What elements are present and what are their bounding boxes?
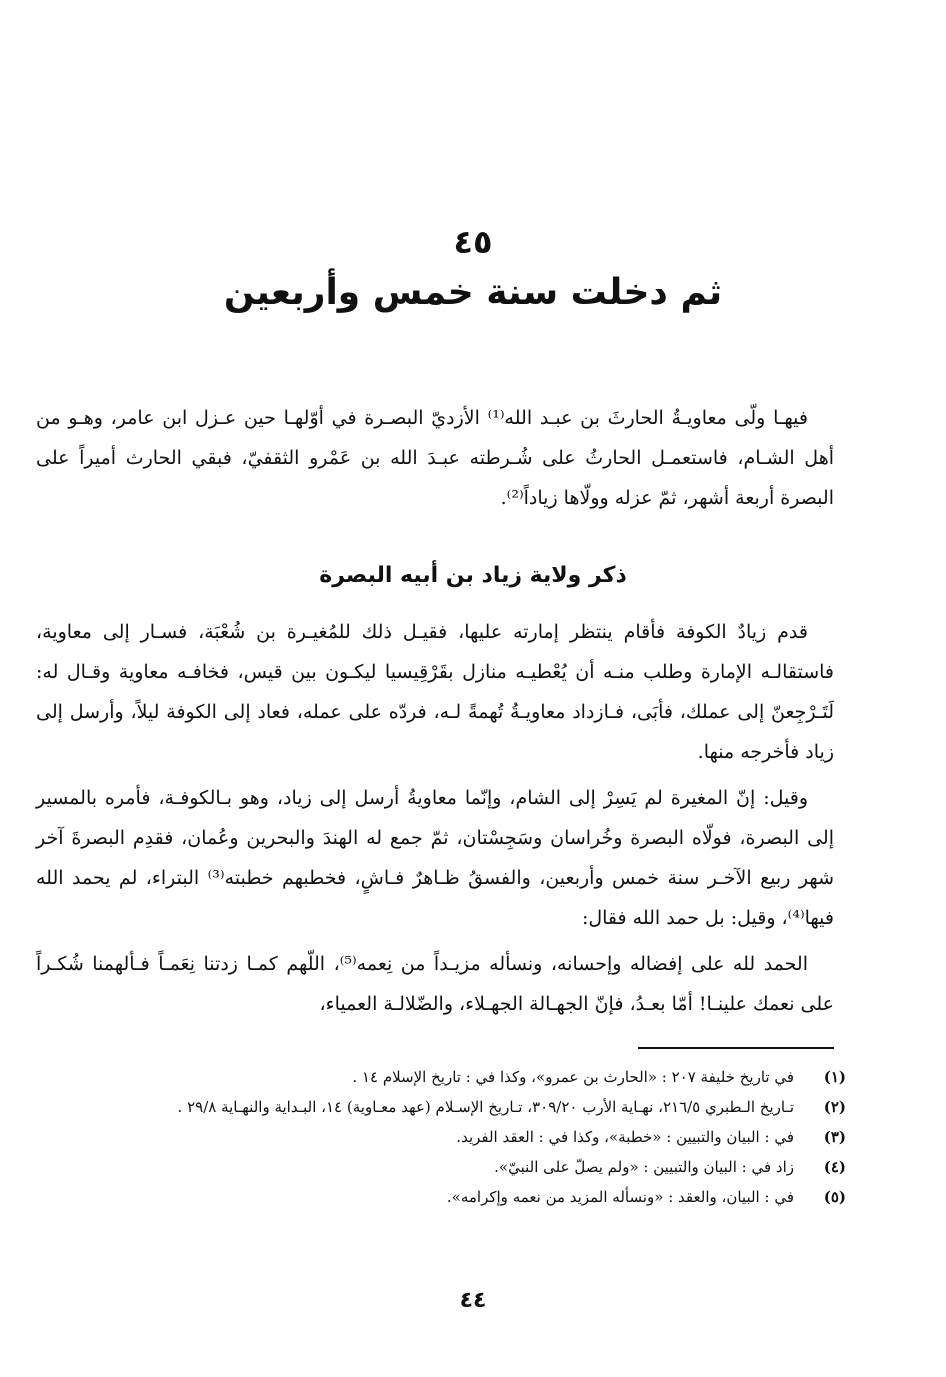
footnote-text: زاد في : البيان والتبيين : «ولم يصلّ على النبيّ». [494,1158,794,1176]
footnote-divider [638,1047,834,1049]
paragraph-3: وقيل: إنّ المغيرة لم يَسِرْ إلى الشام، وإنّما معاويةُ أرسل إلى زياد، وهو بـالكوفـة، فأمره بالمسير إلى البصرة، فولّاه البصرة وخُراسان وسَجِسْتان، ثمّ جمع له الهندَ والبحرين وعُمان، فقدِم البصرةَ آخر شهر ربيع الآخـر سنة خمس وأربعين، والفسقُ ظـاهرٌ فـاشٍ، فخطبهم خطبته⁽³⁾ البتراء، لم يحمد الله فيها⁽⁴⁾، وقيل: بل حمد الله فقال: [36,787,834,929]
footnote-number: (٢) [823,1098,846,1116]
footnote-number: (٣) [823,1128,846,1146]
footnote-text: في : البيان والتبيين : «خطبة»، وكذا في : العقد الفريد. [456,1128,794,1146]
footnote-item [40,1122,846,1152]
footnote-item [40,1152,846,1182]
chapter-title: ثم دخلت سنة خمس وأربعين [223,272,723,313]
footnote-item [40,1092,846,1122]
footnote-text: في : البيان، والعقد : «ونسأله المزيد من نعمه وإكرامه». [446,1188,794,1206]
paragraph-2: قدم زيادٌ الكوفة فأقام ينتظر إمارته عليها، فقيـل ذلك للمُغيـرة بن شُعْبَة، فسـار إلى معاوية، فاستقالـه الإمارة وطلب منـه أن يُعْطيـه منازل بقَرْقِيسيا ليكـون بين قيس، فخافـه معاوية وقـال له: لَتَـرْجِعنّ إلى عملك، فأبَى، فـازداد معاويـةُ تُهمةً لـه، فردّه على عمله، فعاد إلى الكوفة ليلاً، وأرسل إلى زياد فأخرجه منها. [36,621,834,763]
page-number: ٤٤ [459,1288,487,1313]
footnote-number: (١) [823,1068,846,1086]
footnote-text: في تاريخ خليفة ٢٠٧ : «الحارث بن عمرو»، وكذا في : تاريخ الإسلام ١٤ . [352,1068,794,1086]
footnote-number: (٥) [823,1188,846,1206]
paragraph-4: الحمد لله على إفضاله وإحسانه، ونسأله مزيـداً من نِعمه⁽⁵⁾، اللّهم كمـا زدتنا نِعَمـاً فـألهمنا شُكـراً على نعمك علينـا! أمّا بعـدُ، فإنّ الجهـالة الجهـلاء، والضّلالـة العمياء، [36,953,834,1015]
footnote-item [40,1182,846,1212]
footnotes-list [40,1062,846,1212]
chapter-number: ٤٥ [453,223,493,261]
paragraph-1: فيهـا ولّى معاويـةُ الحارثَ بن عبـد الله⁽¹⁾ الأزديّ البصـرة في أوّلهـا حين عـزل ابن عامر، وهـو من أهل الشـام، فاستعمـل الحارثُ على شُـرطته عبـدَ الله بن عَمْرو الثقفيّ، فبقي الحارث أميراً على البصرة أربعة أشهر، ثمّ عزله وولّاها زياداً⁽²⁾. [36,407,834,509]
footnote-number: (٤) [823,1158,846,1176]
section-heading: ذكر ولاية زياد بن أبيه البصرة [319,563,627,588]
footnote-text: تـاريخ الـطبري ٢١٦/٥، نهـاية الأرب ٣٠٩/٢٠، تـاريخ الإسـلام (عهد معـاوية) ١٤، البـداية والنهـاية ٢٩/٨ . [177,1098,794,1116]
footnote-item [40,1062,846,1092]
